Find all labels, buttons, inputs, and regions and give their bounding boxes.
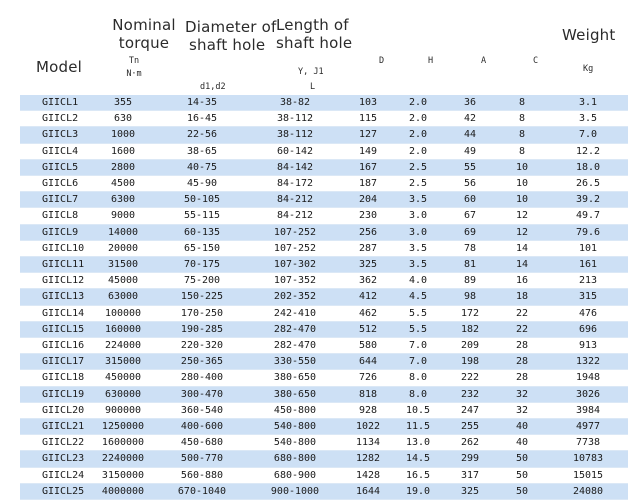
cell-diameter: 190-285 [158, 321, 246, 337]
cell-length: 84-212 [246, 208, 344, 224]
cell-a: 198 [444, 354, 496, 370]
cell-h: 5.5 [392, 321, 444, 337]
cell-d: 644 [344, 354, 392, 370]
cell-d: 325 [344, 257, 392, 273]
table-row [20, 95, 628, 111]
cell-length: 282-470 [246, 321, 344, 337]
cell-a: 317 [444, 467, 496, 483]
cell-nominal-torque: 1600 [88, 143, 158, 159]
table-row [20, 159, 628, 175]
table-row [20, 321, 628, 337]
cell-nominal-torque: 2240000 [88, 451, 158, 467]
cell-d: 462 [344, 305, 392, 321]
cell-length: 107-302 [246, 257, 344, 273]
cell-nominal-torque: 900000 [88, 402, 158, 418]
cell-a: 172 [444, 305, 496, 321]
cell-c: 40 [496, 435, 548, 451]
cell-length: 900-1000 [246, 483, 344, 499]
cell-c: 32 [496, 402, 548, 418]
cell-model: GIICL25 [20, 483, 88, 499]
cell-h: 8.0 [392, 370, 444, 386]
cell-a: 81 [444, 257, 496, 273]
table-row [20, 386, 628, 402]
cell-weight: 24080 [548, 483, 628, 499]
cell-length: 84-172 [246, 176, 344, 192]
cell-length: 380-650 [246, 370, 344, 386]
table-row [20, 370, 628, 386]
cell-diameter: 22-56 [158, 127, 246, 143]
cell-nominal-torque: 630 [88, 111, 158, 127]
cell-length: 680-900 [246, 467, 344, 483]
cell-diameter: 170-250 [158, 305, 246, 321]
cell-model: GIICL19 [20, 386, 88, 402]
table-row [20, 192, 628, 208]
cell-h: 3.0 [392, 224, 444, 240]
cell-weight: 26.5 [548, 176, 628, 192]
cell-c: 28 [496, 370, 548, 386]
cell-nominal-torque: 355 [88, 95, 158, 111]
cell-model: GIICL14 [20, 305, 88, 321]
cell-length: 242-410 [246, 305, 344, 321]
cell-length: 202-352 [246, 289, 344, 305]
table-row [20, 240, 628, 256]
cell-nominal-torque: 4500 [88, 176, 158, 192]
cell-h: 4.0 [392, 273, 444, 289]
cell-h: 2.0 [392, 127, 444, 143]
cell-d: 1428 [344, 467, 392, 483]
cell-d: 512 [344, 321, 392, 337]
cell-c: 10 [496, 159, 548, 175]
header-nominal-torque-unit: N·m [126, 69, 142, 79]
cell-diameter: 670-1040 [158, 483, 246, 499]
cell-model: GIICL22 [20, 435, 88, 451]
cell-nominal-torque: 224000 [88, 338, 158, 354]
cell-nominal-torque: 45000 [88, 273, 158, 289]
header-c: C [533, 56, 539, 66]
cell-nominal-torque: 31500 [88, 257, 158, 273]
cell-length: 107-352 [246, 273, 344, 289]
table-row [20, 451, 628, 467]
cell-length: 107-252 [246, 240, 344, 256]
cell-h: 10.5 [392, 402, 444, 418]
cell-weight: 18.0 [548, 159, 628, 175]
cell-d: 1134 [344, 435, 392, 451]
cell-diameter: 560-880 [158, 467, 246, 483]
cell-c: 32 [496, 386, 548, 402]
cell-a: 36 [444, 95, 496, 111]
cell-c: 40 [496, 419, 548, 435]
cell-d: 928 [344, 402, 392, 418]
cell-nominal-torque: 315000 [88, 354, 158, 370]
cell-c: 28 [496, 354, 548, 370]
cell-nominal-torque: 14000 [88, 224, 158, 240]
cell-h: 8.0 [392, 386, 444, 402]
cell-length: 540-800 [246, 419, 344, 435]
cell-c: 28 [496, 338, 548, 354]
table-row [20, 289, 628, 305]
cell-length: 38-112 [246, 111, 344, 127]
cell-h: 19.0 [392, 483, 444, 499]
cell-d: 726 [344, 370, 392, 386]
header-weight-unit: Kg [583, 64, 594, 74]
cell-weight: 161 [548, 257, 628, 273]
cell-h: 3.5 [392, 192, 444, 208]
cell-d: 1022 [344, 419, 392, 435]
cell-diameter: 16-45 [158, 111, 246, 127]
cell-weight: 7738 [548, 435, 628, 451]
table-row [20, 273, 628, 289]
cell-length: 282-470 [246, 338, 344, 354]
cell-diameter: 500-770 [158, 451, 246, 467]
cell-length: 38-82 [246, 95, 344, 111]
cell-c: 22 [496, 305, 548, 321]
cell-d: 230 [344, 208, 392, 224]
cell-weight: 3.1 [548, 95, 628, 111]
cell-model: GIICL4 [20, 143, 88, 159]
cell-model: GIICL12 [20, 273, 88, 289]
cell-diameter: 65-150 [158, 240, 246, 256]
cell-d: 204 [344, 192, 392, 208]
cell-diameter: 45-90 [158, 176, 246, 192]
cell-a: 325 [444, 483, 496, 499]
cell-weight: 79.6 [548, 224, 628, 240]
cell-weight: 3026 [548, 386, 628, 402]
cell-model: GIICL21 [20, 419, 88, 435]
cell-h: 3.5 [392, 240, 444, 256]
header-length-line1: Length of [276, 16, 349, 34]
cell-c: 10 [496, 192, 548, 208]
cell-length: 84-142 [246, 159, 344, 175]
cell-d: 580 [344, 338, 392, 354]
header-length [276, 16, 352, 52]
table-row [20, 435, 628, 451]
table-row [20, 467, 628, 483]
cell-d: 187 [344, 176, 392, 192]
cell-d: 287 [344, 240, 392, 256]
cell-d: 149 [344, 143, 392, 159]
cell-model: GIICL10 [20, 240, 88, 256]
table-row [20, 257, 628, 273]
cell-model: GIICL17 [20, 354, 88, 370]
cell-model: GIICL9 [20, 224, 88, 240]
cell-a: 44 [444, 127, 496, 143]
cell-diameter: 220-320 [158, 338, 246, 354]
cell-diameter: 50-105 [158, 192, 246, 208]
header-h: H [428, 56, 434, 66]
cell-c: 8 [496, 143, 548, 159]
header-nominal-torque-line1: Nominal [112, 16, 176, 34]
cell-d: 412 [344, 289, 392, 305]
cell-nominal-torque: 450000 [88, 370, 158, 386]
header-model: Model [36, 58, 83, 76]
cell-length: 380-650 [246, 386, 344, 402]
cell-a: 89 [444, 273, 496, 289]
cell-d: 127 [344, 127, 392, 143]
cell-diameter: 250-365 [158, 354, 246, 370]
cell-diameter: 60-135 [158, 224, 246, 240]
cell-a: 247 [444, 402, 496, 418]
cell-nominal-torque: 100000 [88, 305, 158, 321]
cell-model: GIICL13 [20, 289, 88, 305]
cell-h: 2.5 [392, 176, 444, 192]
cell-c: 12 [496, 208, 548, 224]
cell-d: 1282 [344, 451, 392, 467]
cell-model: GIICL11 [20, 257, 88, 273]
cell-weight: 913 [548, 338, 628, 354]
cell-c: 8 [496, 127, 548, 143]
cell-model: GIICL8 [20, 208, 88, 224]
cell-c: 50 [496, 467, 548, 483]
cell-nominal-torque: 9000 [88, 208, 158, 224]
cell-diameter: 38-65 [158, 143, 246, 159]
cell-weight: 12.2 [548, 143, 628, 159]
cell-weight: 696 [548, 321, 628, 337]
cell-model: GIICL6 [20, 176, 88, 192]
table-row [20, 143, 628, 159]
cell-diameter: 300-470 [158, 386, 246, 402]
cell-length: 680-800 [246, 451, 344, 467]
cell-weight: 7.0 [548, 127, 628, 143]
header-length-line2: shaft hole [276, 34, 353, 52]
cell-model: GIICL18 [20, 370, 88, 386]
cell-nominal-torque: 20000 [88, 240, 158, 256]
cell-nominal-torque: 630000 [88, 386, 158, 402]
cell-c: 14 [496, 257, 548, 273]
coupling-spec-table [20, 95, 628, 500]
cell-a: 222 [444, 370, 496, 386]
cell-h: 7.0 [392, 354, 444, 370]
cell-weight: 101 [548, 240, 628, 256]
cell-model: GIICL2 [20, 111, 88, 127]
cell-length: 330-550 [246, 354, 344, 370]
table-row [20, 176, 628, 192]
table-row [20, 402, 628, 418]
cell-model: GIICL3 [20, 127, 88, 143]
table-row [20, 338, 628, 354]
cell-a: 56 [444, 176, 496, 192]
table-row [20, 419, 628, 435]
cell-c: 8 [496, 111, 548, 127]
header-nominal-torque-line2: torque [118, 34, 170, 52]
cell-weight: 315 [548, 289, 628, 305]
table-row [20, 127, 628, 143]
cell-model: GIICL15 [20, 321, 88, 337]
header-nominal-torque-symbol: Tn [128, 56, 140, 66]
cell-d: 1644 [344, 483, 392, 499]
cell-h: 16.5 [392, 467, 444, 483]
cell-h: 2.0 [392, 143, 444, 159]
cell-a: 262 [444, 435, 496, 451]
cell-diameter: 450-680 [158, 435, 246, 451]
cell-h: 13.0 [392, 435, 444, 451]
cell-nominal-torque: 2800 [88, 159, 158, 175]
header-diameter-line1: Diameter of [185, 18, 277, 36]
cell-length: 540-800 [246, 435, 344, 451]
table-row [20, 305, 628, 321]
cell-a: 255 [444, 419, 496, 435]
cell-h: 2.0 [392, 95, 444, 111]
cell-a: 60 [444, 192, 496, 208]
header-nominal-torque [104, 16, 184, 52]
cell-weight: 476 [548, 305, 628, 321]
cell-c: 10 [496, 176, 548, 192]
cell-length: 84-212 [246, 192, 344, 208]
cell-d: 115 [344, 111, 392, 127]
cell-weight: 49.7 [548, 208, 628, 224]
cell-h: 11.5 [392, 419, 444, 435]
cell-a: 78 [444, 240, 496, 256]
table-row [20, 483, 628, 499]
table-row [20, 354, 628, 370]
cell-d: 167 [344, 159, 392, 175]
cell-length: 60-142 [246, 143, 344, 159]
cell-a: 209 [444, 338, 496, 354]
cell-h: 14.5 [392, 451, 444, 467]
cell-c: 50 [496, 483, 548, 499]
cell-model: GIICL1 [20, 95, 88, 111]
cell-length: 450-800 [246, 402, 344, 418]
cell-model: GIICL16 [20, 338, 88, 354]
header-length-sub1: Y, J1 [298, 67, 324, 77]
cell-c: 22 [496, 321, 548, 337]
cell-weight: 1948 [548, 370, 628, 386]
cell-weight: 3.5 [548, 111, 628, 127]
header-diameter [185, 18, 276, 54]
cell-a: 49 [444, 143, 496, 159]
cell-h: 3.5 [392, 257, 444, 273]
cell-h: 7.0 [392, 338, 444, 354]
cell-nominal-torque: 1250000 [88, 419, 158, 435]
cell-a: 69 [444, 224, 496, 240]
cell-d: 818 [344, 386, 392, 402]
cell-a: 55 [444, 159, 496, 175]
header-weight: Weight [562, 26, 616, 44]
cell-nominal-torque: 4000000 [88, 483, 158, 499]
cell-diameter: 14-35 [158, 95, 246, 111]
cell-weight: 39.2 [548, 192, 628, 208]
cell-h: 2.0 [392, 111, 444, 127]
cell-a: 182 [444, 321, 496, 337]
cell-diameter: 150-225 [158, 289, 246, 305]
cell-a: 232 [444, 386, 496, 402]
cell-diameter: 70-175 [158, 257, 246, 273]
cell-diameter: 280-400 [158, 370, 246, 386]
cell-model: GIICL5 [20, 159, 88, 175]
header-a: A [481, 56, 487, 66]
cell-a: 98 [444, 289, 496, 305]
cell-model: GIICL20 [20, 402, 88, 418]
header-length-sub2: L [310, 82, 316, 92]
cell-c: 18 [496, 289, 548, 305]
table-row [20, 111, 628, 127]
cell-c: 50 [496, 451, 548, 467]
cell-weight: 4977 [548, 419, 628, 435]
cell-diameter: 55-115 [158, 208, 246, 224]
cell-diameter: 360-540 [158, 402, 246, 418]
cell-weight: 15015 [548, 467, 628, 483]
cell-nominal-torque: 3150000 [88, 467, 158, 483]
cell-model: GIICL24 [20, 467, 88, 483]
cell-nominal-torque: 160000 [88, 321, 158, 337]
cell-nominal-torque: 1000 [88, 127, 158, 143]
cell-diameter: 400-600 [158, 419, 246, 435]
cell-d: 362 [344, 273, 392, 289]
cell-d: 103 [344, 95, 392, 111]
cell-c: 8 [496, 95, 548, 111]
cell-model: GIICL23 [20, 451, 88, 467]
cell-h: 4.5 [392, 289, 444, 305]
header-diameter-sub: d1,d2 [200, 82, 226, 92]
header-d: D [379, 56, 385, 66]
cell-h: 3.0 [392, 208, 444, 224]
cell-model: GIICL7 [20, 192, 88, 208]
cell-weight: 1322 [548, 354, 628, 370]
cell-weight: 10783 [548, 451, 628, 467]
cell-nominal-torque: 1600000 [88, 435, 158, 451]
table-row [20, 208, 628, 224]
cell-diameter: 75-200 [158, 273, 246, 289]
cell-c: 14 [496, 240, 548, 256]
cell-a: 67 [444, 208, 496, 224]
table-row [20, 224, 628, 240]
cell-h: 5.5 [392, 305, 444, 321]
cell-weight: 3984 [548, 402, 628, 418]
cell-length: 107-252 [246, 224, 344, 240]
cell-d: 256 [344, 224, 392, 240]
cell-a: 42 [444, 111, 496, 127]
cell-diameter: 40-75 [158, 159, 246, 175]
cell-length: 38-112 [246, 127, 344, 143]
cell-weight: 213 [548, 273, 628, 289]
cell-nominal-torque: 63000 [88, 289, 158, 305]
header-diameter-line2: shaft hole [189, 36, 266, 54]
cell-c: 16 [496, 273, 548, 289]
cell-nominal-torque: 6300 [88, 192, 158, 208]
cell-c: 12 [496, 224, 548, 240]
cell-a: 299 [444, 451, 496, 467]
cell-h: 2.5 [392, 159, 444, 175]
